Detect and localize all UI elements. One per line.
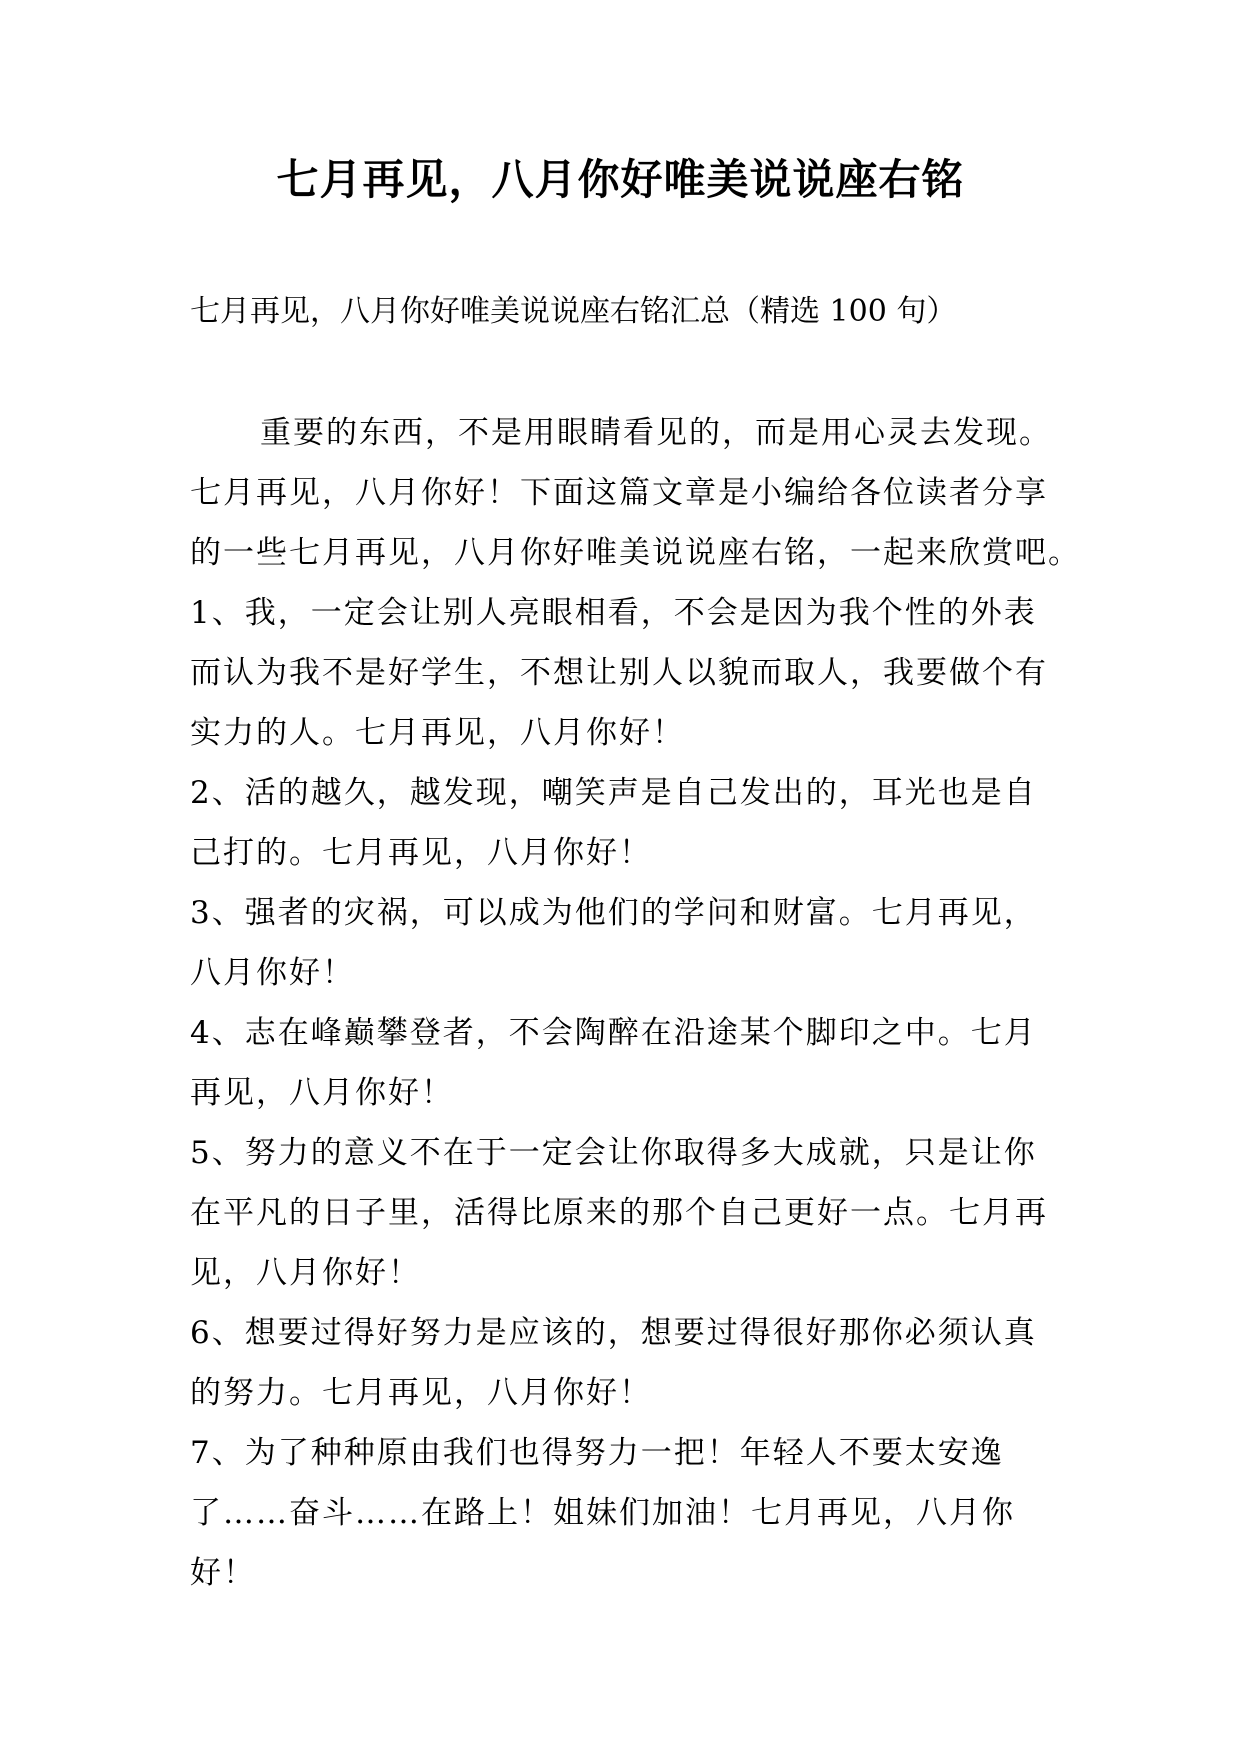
document-body <box>190 408 1081 1608</box>
quote-6-line-2: 的努力。七月再见，八月你好！ <box>190 1375 652 1411</box>
quote-7-line-1: 7、为了种种原由我们也得努力一把！年轻人不要太安逸 <box>190 1435 1004 1471</box>
quote-7-line-2: 了……奋斗……在路上！姐妹们加油！七月再见，八月你 <box>190 1495 1015 1531</box>
quote-1-line-2: 而认为我不是好学生，不想让别人以貌而取人，我要做个有 <box>190 655 1048 691</box>
quote-1-line-3: 实力的人。七月再见，八月你好！ <box>190 715 685 751</box>
quote-3-line-1: 3、强者的灾祸，可以成为他们的学问和财富。七月再见， <box>190 895 1037 931</box>
document-title: 七月再见，八月你好唯美说说座右铭 <box>276 155 965 204</box>
document-subtitle: 七月再见，八月你好唯美说说座右铭汇总（精选 100 句） <box>190 294 957 329</box>
quote-4-line-2: 再见，八月你好！ <box>190 1075 454 1111</box>
quote-7-line-3: 好！ <box>190 1555 256 1591</box>
quote-6-line-1: 6、想要过得好努力是应该的，想要过得很好那你必须认真 <box>190 1315 1037 1351</box>
intro-line-3: 的一些七月再见，八月你好唯美说说座右铭，一起来欣赏吧。 <box>190 535 1081 571</box>
quote-2-line-1: 2、活的越久，越发现，嘲笑声是自己发出的，耳光也是自 <box>190 775 1037 811</box>
quote-3-line-2: 八月你好！ <box>190 955 355 991</box>
intro-line-1: 重要的东西，不是用眼睛看见的，而是用心灵去发现。 <box>260 415 1052 451</box>
quote-2-line-2: 己打的。七月再见，八月你好！ <box>190 835 652 871</box>
quote-1-line-1: 1、我，一定会让别人亮眼相看，不会是因为我个性的外表 <box>190 595 1037 631</box>
intro-line-2: 七月再见，八月你好！下面这篇文章是小编给各位读者分享 <box>190 475 1048 511</box>
quote-5-line-2: 在平凡的日子里，活得比原来的那个自己更好一点。七月再 <box>190 1195 1048 1231</box>
quote-4-line-1: 4、志在峰巅攀登者，不会陶醉在沿途某个脚印之中。七月 <box>190 1015 1037 1051</box>
quote-5-line-3: 见，八月你好！ <box>190 1255 421 1291</box>
quote-5-line-1: 5、努力的意义不在于一定会让你取得多大成就，只是让你 <box>190 1135 1037 1171</box>
